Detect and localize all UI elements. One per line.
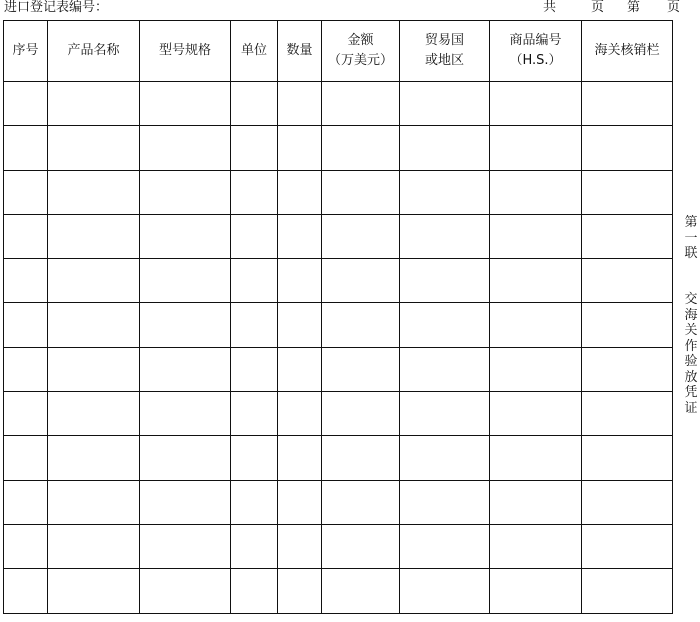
cell-hs-code[interactable] bbox=[490, 392, 582, 436]
table-row bbox=[4, 259, 673, 303]
cell-model-spec[interactable] bbox=[140, 480, 231, 524]
cell-seq[interactable] bbox=[4, 170, 48, 214]
cell-product-name[interactable] bbox=[48, 214, 140, 258]
cell-customs-column[interactable] bbox=[582, 347, 673, 391]
cell-trade-country[interactable] bbox=[400, 259, 490, 303]
col-header-quantity: 数量 bbox=[278, 21, 322, 82]
cell-quantity[interactable] bbox=[278, 303, 322, 347]
cell-model-spec[interactable] bbox=[140, 303, 231, 347]
cell-seq[interactable] bbox=[4, 436, 48, 480]
cell-trade-country[interactable] bbox=[400, 170, 490, 214]
cell-quantity[interactable] bbox=[278, 170, 322, 214]
cell-hs-code[interactable] bbox=[490, 347, 582, 391]
cell-customs-column[interactable] bbox=[582, 214, 673, 258]
cell-quantity[interactable] bbox=[278, 436, 322, 480]
col-header-amount: 金额 （万美元） bbox=[322, 21, 400, 82]
col-header-hs-code: 商品编号 （H.S.） bbox=[490, 21, 582, 82]
cell-model-spec[interactable] bbox=[140, 347, 231, 391]
cell-product-name[interactable] bbox=[48, 436, 140, 480]
cell-model-spec[interactable] bbox=[140, 126, 231, 170]
cell-hs-code[interactable] bbox=[490, 303, 582, 347]
cell-product-name[interactable] bbox=[48, 569, 140, 613]
cell-quantity[interactable] bbox=[278, 259, 322, 303]
cell-unit[interactable] bbox=[231, 126, 278, 170]
cell-hs-code[interactable] bbox=[490, 126, 582, 170]
page-end-label: 页 bbox=[667, 0, 681, 15]
cell-amount[interactable] bbox=[322, 436, 400, 480]
cell-hs-code[interactable] bbox=[490, 569, 582, 613]
table-row bbox=[4, 436, 673, 480]
cell-quantity[interactable] bbox=[278, 347, 322, 391]
table-row bbox=[4, 569, 673, 613]
cell-seq[interactable] bbox=[4, 214, 48, 258]
table-row bbox=[4, 126, 673, 170]
cell-amount[interactable] bbox=[322, 480, 400, 524]
cell-amount[interactable] bbox=[322, 524, 400, 568]
cell-model-spec[interactable] bbox=[140, 524, 231, 568]
page-count-label: 页 bbox=[591, 0, 605, 15]
table-header-row bbox=[4, 21, 673, 82]
cell-hs-code[interactable] bbox=[490, 480, 582, 524]
cell-seq[interactable] bbox=[4, 303, 48, 347]
cell-customs-column[interactable] bbox=[582, 436, 673, 480]
cell-customs-column[interactable] bbox=[582, 524, 673, 568]
table-row bbox=[4, 82, 673, 126]
cell-amount[interactable] bbox=[322, 347, 400, 391]
cell-amount[interactable] bbox=[322, 569, 400, 613]
col-header-product-name: 产品名称 bbox=[48, 21, 140, 82]
cell-seq[interactable] bbox=[4, 259, 48, 303]
cell-unit[interactable] bbox=[231, 524, 278, 568]
cell-quantity[interactable] bbox=[278, 524, 322, 568]
cell-customs-column[interactable] bbox=[582, 82, 673, 126]
cell-customs-column[interactable] bbox=[582, 480, 673, 524]
cell-hs-code[interactable] bbox=[490, 82, 582, 126]
copy-label: 第一联 bbox=[684, 215, 698, 261]
cell-customs-column[interactable] bbox=[582, 259, 673, 303]
cell-seq[interactable] bbox=[4, 347, 48, 391]
table-row bbox=[4, 347, 673, 391]
cell-amount[interactable] bbox=[322, 259, 400, 303]
cell-trade-country[interactable] bbox=[400, 214, 490, 258]
cell-model-spec[interactable] bbox=[140, 170, 231, 214]
cell-product-name[interactable] bbox=[48, 259, 140, 303]
cell-trade-country[interactable] bbox=[400, 347, 490, 391]
cell-product-name[interactable] bbox=[48, 170, 140, 214]
cell-model-spec[interactable] bbox=[140, 259, 231, 303]
cell-seq[interactable] bbox=[4, 392, 48, 436]
cell-seq[interactable] bbox=[4, 126, 48, 170]
cell-amount[interactable] bbox=[322, 214, 400, 258]
cell-amount[interactable] bbox=[322, 392, 400, 436]
cell-unit[interactable] bbox=[231, 214, 278, 258]
cell-trade-country[interactable] bbox=[400, 480, 490, 524]
total-label: 共 bbox=[543, 0, 557, 15]
col-header-model-spec: 型号规格 bbox=[140, 21, 231, 82]
cell-unit[interactable] bbox=[231, 170, 278, 214]
cell-amount[interactable] bbox=[322, 170, 400, 214]
col-header-customs: 海关核销栏 bbox=[582, 21, 673, 82]
cell-quantity[interactable] bbox=[278, 214, 322, 258]
import-register-table bbox=[3, 20, 673, 614]
cell-unit[interactable] bbox=[231, 303, 278, 347]
cell-hs-code[interactable] bbox=[490, 214, 582, 258]
cell-product-name[interactable] bbox=[48, 392, 140, 436]
cell-product-name[interactable] bbox=[48, 524, 140, 568]
cell-model-spec[interactable] bbox=[140, 569, 231, 613]
cell-seq[interactable] bbox=[4, 82, 48, 126]
copy-purpose: 交海关作验放凭证 bbox=[684, 292, 698, 416]
cell-customs-column[interactable] bbox=[582, 126, 673, 170]
cell-trade-country[interactable] bbox=[400, 436, 490, 480]
cell-unit[interactable] bbox=[231, 436, 278, 480]
cell-product-name[interactable] bbox=[48, 303, 140, 347]
cell-unit[interactable] bbox=[231, 259, 278, 303]
cell-quantity[interactable] bbox=[278, 480, 322, 524]
cell-seq[interactable] bbox=[4, 524, 48, 568]
cell-model-spec[interactable] bbox=[140, 214, 231, 258]
cell-hs-code[interactable] bbox=[490, 436, 582, 480]
cell-customs-column[interactable] bbox=[582, 569, 673, 613]
cell-model-spec[interactable] bbox=[140, 392, 231, 436]
table-row bbox=[4, 524, 673, 568]
col-header-trade-country: 贸易国 或地区 bbox=[400, 21, 490, 82]
cell-product-name[interactable] bbox=[48, 480, 140, 524]
cell-trade-country[interactable] bbox=[400, 569, 490, 613]
cell-hs-code[interactable] bbox=[490, 524, 582, 568]
cell-product-name[interactable] bbox=[48, 82, 140, 126]
cell-trade-country[interactable] bbox=[400, 82, 490, 126]
cell-trade-country[interactable] bbox=[400, 524, 490, 568]
cell-quantity[interactable] bbox=[278, 82, 322, 126]
cell-seq[interactable] bbox=[4, 480, 48, 524]
register-number-label: 进口登记表编号： bbox=[4, 0, 109, 15]
cell-customs-column[interactable] bbox=[582, 392, 673, 436]
table-row bbox=[4, 392, 673, 436]
cell-product-name[interactable] bbox=[48, 347, 140, 391]
cell-hs-code[interactable] bbox=[490, 170, 582, 214]
cell-model-spec[interactable] bbox=[140, 436, 231, 480]
cell-unit[interactable] bbox=[231, 347, 278, 391]
table-row bbox=[4, 303, 673, 347]
page-number-label: 第 bbox=[627, 0, 641, 15]
cell-quantity[interactable] bbox=[278, 126, 322, 170]
cell-customs-column[interactable] bbox=[582, 303, 673, 347]
cell-trade-country[interactable] bbox=[400, 126, 490, 170]
cell-amount[interactable] bbox=[322, 82, 400, 126]
cell-amount[interactable] bbox=[322, 303, 400, 347]
cell-unit[interactable] bbox=[231, 392, 278, 436]
cell-trade-country[interactable] bbox=[400, 392, 490, 436]
cell-amount[interactable] bbox=[322, 126, 400, 170]
cell-product-name[interactable] bbox=[48, 126, 140, 170]
table-row bbox=[4, 480, 673, 524]
cell-unit[interactable] bbox=[231, 82, 278, 126]
cell-trade-country[interactable] bbox=[400, 303, 490, 347]
col-header-unit: 单位 bbox=[231, 21, 278, 82]
cell-model-spec[interactable] bbox=[140, 82, 231, 126]
cell-quantity[interactable] bbox=[278, 392, 322, 436]
table-row bbox=[4, 214, 673, 258]
cell-seq[interactable] bbox=[4, 569, 48, 613]
col-header-seq: 序号 bbox=[4, 21, 48, 82]
cell-quantity[interactable] bbox=[278, 569, 322, 613]
cell-customs-column[interactable] bbox=[582, 170, 673, 214]
cell-unit[interactable] bbox=[231, 480, 278, 524]
table-row bbox=[4, 170, 673, 214]
cell-hs-code[interactable] bbox=[490, 259, 582, 303]
cell-unit[interactable] bbox=[231, 569, 278, 613]
